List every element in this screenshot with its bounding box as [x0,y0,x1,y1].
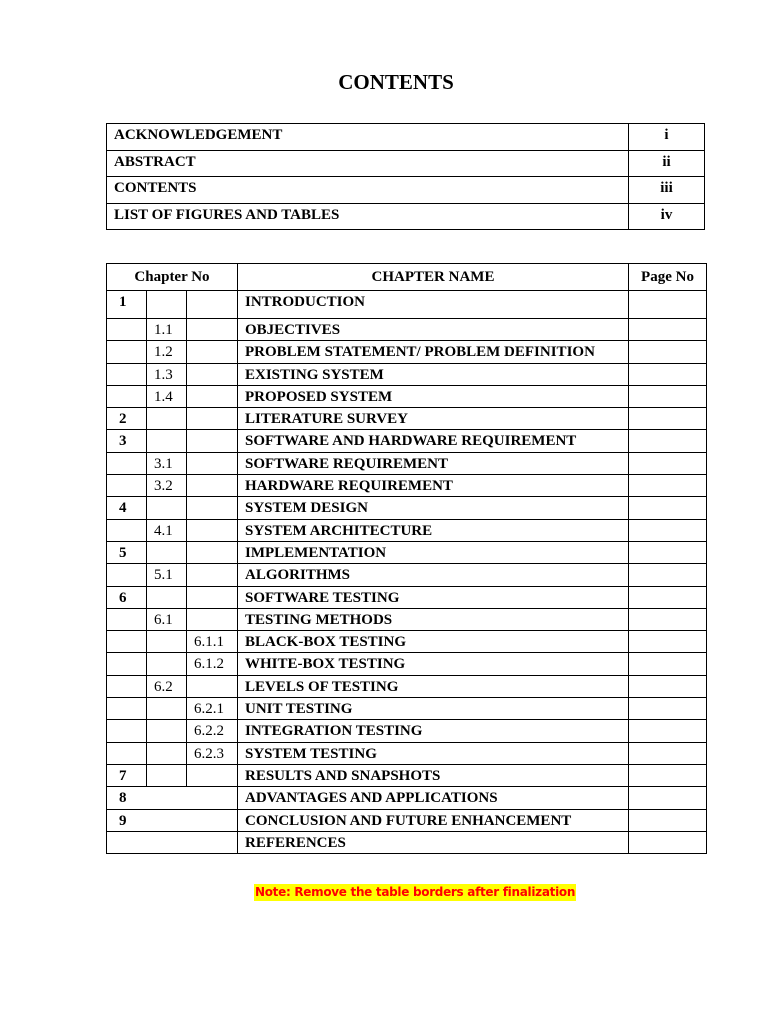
chapter-name: REFERENCES [238,831,629,853]
section-number: 6.1 [147,608,187,630]
chapter-no-header: Chapter No [107,264,238,291]
chapter-name: CONCLUSION AND FUTURE ENHANCEMENT [238,809,629,831]
front-matter-page: iv [629,203,705,230]
chapter-page [629,408,707,430]
chapter-row [107,742,707,764]
subsection-number [187,541,238,563]
chapter-row [107,385,707,407]
chapter-row [107,452,707,474]
chapter-page [629,291,707,319]
chapter-number [107,742,147,764]
chapter-number [107,720,147,742]
subsection-number [187,519,238,541]
subsection-number [187,586,238,608]
chapter-number [107,653,147,675]
chapter-row [107,831,707,853]
chapter-number [107,475,147,497]
subsection-number [187,675,238,697]
front-matter-label: LIST OF FIGURES AND TABLES [107,203,629,230]
subsection-number: 6.1.2 [187,653,238,675]
chapter-number [107,698,147,720]
front-matter-row [107,124,705,151]
section-number [147,497,187,519]
chapter-number: 9 [107,809,238,831]
chapters-header-row [107,264,707,291]
front-matter-label: ABSTRACT [107,150,629,177]
chapter-number [107,385,147,407]
section-number: 3.2 [147,475,187,497]
chapter-row [107,608,707,630]
chapter-row [107,586,707,608]
subsection-number [187,408,238,430]
section-number [147,408,187,430]
chapter-name: RESULTS AND SNAPSHOTS [238,764,629,786]
chapter-page [629,475,707,497]
chapter-page [629,363,707,385]
chapter-name: OBJECTIVES [238,319,629,341]
finalization-note: Note: Remove the table borders after finalization [255,885,576,899]
section-number [147,541,187,563]
chapter-row [107,809,707,831]
chapter-number [107,363,147,385]
section-number: 6.2 [147,675,187,697]
section-number: 1.3 [147,363,187,385]
chapter-number: 5 [107,541,147,563]
subsection-number [187,497,238,519]
chapter-page [629,586,707,608]
chapter-page [629,742,707,764]
section-number: 1.2 [147,341,187,363]
chapter-page [629,831,707,853]
subsection-number [187,608,238,630]
chapter-number [107,319,147,341]
chapter-page [629,385,707,407]
chapter-row [107,519,707,541]
chapter-page [629,430,707,452]
subsection-number [187,764,238,786]
chapter-page [629,764,707,786]
chapter-page [629,653,707,675]
chapter-name: IMPLEMENTATION [238,541,629,563]
chapter-number [107,519,147,541]
chapter-page [629,809,707,831]
section-number: 5.1 [147,564,187,586]
chapter-page [629,698,707,720]
subsection-number [187,363,238,385]
chapter-name: TESTING METHODS [238,608,629,630]
section-number [147,631,187,653]
subsection-number [187,475,238,497]
subsection-number: 6.1.1 [187,631,238,653]
chapter-name: BLACK-BOX TESTING [238,631,629,653]
chapter-number [107,831,238,853]
chapter-page [629,319,707,341]
chapter-name: SOFTWARE AND HARDWARE REQUIREMENT [238,430,629,452]
chapter-number: 6 [107,586,147,608]
chapter-name-header: CHAPTER NAME [238,264,629,291]
subsection-number: 6.2.3 [187,742,238,764]
chapter-page [629,497,707,519]
chapter-name: LEVELS OF TESTING [238,675,629,697]
chapter-name: INTRODUCTION [238,291,629,319]
chapter-page [629,631,707,653]
subsection-number [187,385,238,407]
front-matter-row [107,150,705,177]
chapter-number: 2 [107,408,147,430]
front-matter-page: i [629,124,705,151]
chapter-row [107,475,707,497]
chapter-row [107,408,707,430]
chapter-name: INTEGRATION TESTING [238,720,629,742]
chapter-number: 7 [107,764,147,786]
section-number [147,698,187,720]
chapter-row [107,564,707,586]
chapter-name: PROBLEM STATEMENT/ PROBLEM DEFINITION [238,341,629,363]
subsection-number: 6.2.2 [187,720,238,742]
chapter-name: ADVANTAGES AND APPLICATIONS [238,787,629,809]
section-number: 4.1 [147,519,187,541]
subsection-number [187,319,238,341]
chapter-row [107,720,707,742]
front-matter-table [106,123,705,230]
chapter-page [629,675,707,697]
chapter-name: WHITE-BOX TESTING [238,653,629,675]
chapter-number: 3 [107,430,147,452]
chapter-name: HARDWARE REQUIREMENT [238,475,629,497]
subsection-number [187,452,238,474]
chapter-number [107,631,147,653]
chapter-row [107,787,707,809]
chapter-row [107,430,707,452]
chapter-number: 4 [107,497,147,519]
chapter-row [107,631,707,653]
front-matter-row [107,177,705,204]
section-number [147,742,187,764]
chapter-name: SOFTWARE REQUIREMENT [238,452,629,474]
front-matter-label: CONTENTS [107,177,629,204]
chapter-row [107,341,707,363]
chapter-row [107,497,707,519]
section-number: 1.1 [147,319,187,341]
chapter-name: SYSTEM DESIGN [238,497,629,519]
section-number [147,586,187,608]
chapter-page [629,787,707,809]
chapter-page [629,519,707,541]
front-matter-label: ACKNOWLEDGEMENT [107,124,629,151]
chapter-row [107,363,707,385]
chapter-name: UNIT TESTING [238,698,629,720]
chapter-name: LITERATURE SURVEY [238,408,629,430]
chapter-number: 1 [107,291,147,319]
front-matter-page: iii [629,177,705,204]
section-number [147,291,187,319]
page-no-header: Page No [629,264,707,291]
chapter-name: SYSTEM ARCHITECTURE [238,519,629,541]
section-number [147,720,187,742]
chapter-number [107,452,147,474]
chapters-table [106,263,707,854]
chapter-row [107,291,707,319]
chapter-number [107,341,147,363]
chapter-name: SOFTWARE TESTING [238,586,629,608]
section-number: 3.1 [147,452,187,474]
chapter-number: 8 [107,787,238,809]
chapter-row [107,675,707,697]
subsection-number [187,341,238,363]
chapter-number [107,564,147,586]
chapter-page [629,720,707,742]
chapter-row [107,698,707,720]
front-matter-row [107,203,705,230]
chapter-page [629,541,707,563]
chapter-row [107,764,707,786]
chapter-name: PROPOSED SYSTEM [238,385,629,407]
chapter-number [107,675,147,697]
chapter-row [107,541,707,563]
chapter-name: ALGORITHMS [238,564,629,586]
chapter-number [107,608,147,630]
section-number [147,430,187,452]
subsection-number [187,564,238,586]
chapter-page [629,608,707,630]
section-number: 1.4 [147,385,187,407]
section-number [147,764,187,786]
chapter-name: SYSTEM TESTING [238,742,629,764]
chapter-page [629,452,707,474]
subsection-number [187,291,238,319]
chapter-page [629,341,707,363]
front-matter-page: ii [629,150,705,177]
chapter-name: EXISTING SYSTEM [238,363,629,385]
page-title: CONTENTS [338,70,454,94]
section-number [147,653,187,675]
subsection-number: 6.2.1 [187,698,238,720]
chapter-page [629,564,707,586]
chapter-row [107,653,707,675]
chapter-row [107,319,707,341]
subsection-number [187,430,238,452]
